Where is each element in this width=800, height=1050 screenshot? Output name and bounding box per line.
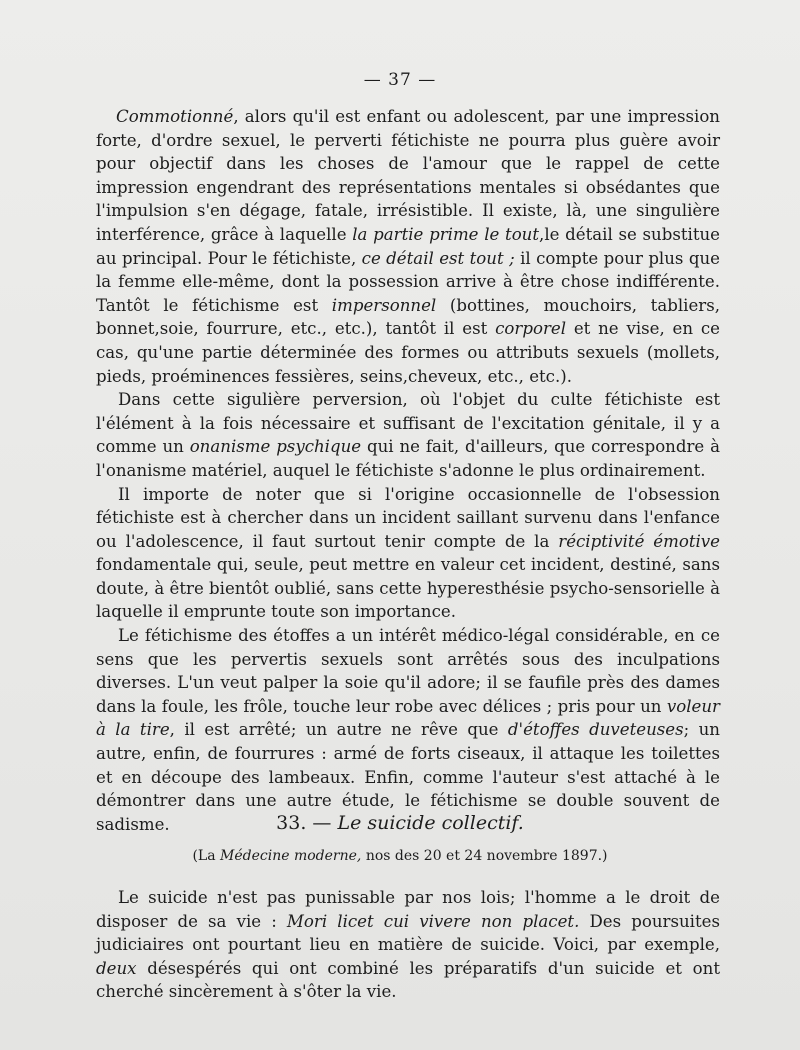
text-run: Le suicide n'est pas punissable par nos lois; l'homme a le droit de disposer de sa vie : [96, 888, 720, 931]
text-run: corporel [495, 319, 566, 339]
section-source [0, 848, 800, 864]
text-run: ; un autre, enfin, de fourrures : armé de forts ciseaux, il attaque les toilettes et en découpe des lambeaux. Enfin, comme l'auteur s'est attaché à le démontrer dans une autre étude, le fétichisme se double souvent de sadisme. [96, 720, 720, 834]
text-run: (bottines, mouchoirs, tabliers, bonnet,soie, fourrure, etc., etc.), tantôt il est [96, 295, 720, 339]
source-text: nos des 20 et 24 novembre 1897.) [361, 848, 608, 864]
section-heading [0, 812, 800, 834]
text-run: Il importe de noter que si l'origine occasionnelle de l'obsession fétichiste est à chercher dans un incident saillant survenu dans l'enfance ou l'adolescence, il faut surtout tenir compte de la [96, 484, 720, 551]
paragraph-4 [96, 624, 720, 836]
section-title: Le suicide collectif. [337, 812, 524, 834]
section-number: 33. — [276, 812, 332, 834]
text-run: Le fétichisme des étoffes a un intérêt médico-légal considérable, en ce sens que les pervertis sexuels sont arrêtés sous des inculpations diverses. L'un veut palper la soie qu'il adore; il se faufile près des dames dans la foule, les frôle, touche leur robe avec délices ; pris pour un [96, 626, 720, 716]
text-run: réciptivité émotive [558, 531, 720, 551]
text-run: , alors qu'il est enfant ou adolescent, par une impression forte, d'ordre sexuel, le perverti fétichiste ne pourra plus guère avoir pour objectif dans les choses de l'amour que le rappel de cette impression engendrant des représentations mentales si obsédantes que l'impulsion s'en dégage, fatale, irrésistible. Il existe, là, une singulière interférence, grâce à laquelle [96, 107, 720, 244]
text-run: onanisme psychique [189, 437, 362, 457]
text-run: d'étoffes duveteuses [507, 720, 684, 740]
text-run: deux [96, 958, 137, 978]
text-run: qui ne fait, d'ailleurs, que correspondre à l'onanisme matériel, auquel le fétichiste s'adonne le plus ordinairement. [96, 437, 720, 480]
paragraph-3 [96, 483, 720, 625]
text-run: Mori licet cui vivere non placet. [286, 911, 580, 931]
section-body [96, 886, 720, 1004]
text-run: voleur à la tire [96, 696, 720, 740]
text-run: , il est arrêté; un autre ne rêve que [169, 720, 508, 740]
body-text [96, 105, 720, 836]
text-run: Dans cette sigulière perversion, où l'objet du culte fétichiste est l'élément à la fois nécessaire et suffisant de l'excitation génitale, il y a comme un [96, 390, 720, 457]
page-number: — 37 — [363, 70, 437, 90]
source-journal: Médecine moderne, [220, 848, 362, 864]
text-run: fondamentale qui, seule, peut mettre en valeur cet incident, destiné, sans doute, à être bientôt oublié, sans cette hyperesthésie psycho-sensorielle à laquelle il emprunte toute son importance. [96, 555, 720, 622]
section-paragraph-1 [96, 886, 720, 1004]
text-run: et ne vise, en ce cas, qu'une partie déterminée des formes ou attributs sexuels (mollets, pieds, proéminences fessières, seins,cheveux, etc., etc.). [96, 319, 720, 386]
text-run: Commotionné [116, 107, 234, 126]
text-run: la partie prime le tout [352, 224, 540, 244]
source-text: (La [192, 848, 221, 864]
text-run: désespérés qui ont combiné les préparatifs d'un suicide et ont cherché sincèrement à s'ôter la vie. [96, 958, 720, 1002]
text-run: Des poursuites judiciaires ont pourtant lieu en matière de suicide. Voici, par exemple, [96, 911, 720, 955]
text-run: ,le détail se substitue au principal. Pour le fétichiste, [96, 224, 720, 268]
paragraph-1 [96, 105, 720, 388]
paragraph-2 [96, 388, 720, 482]
text-run: impersonnel [331, 295, 437, 315]
text-run: ce détail est tout ; [361, 248, 515, 268]
text-run: il compte pour plus que la femme elle-même, dont la possession arrive à être chose indifférente. Tantôt le fétichisme est [96, 248, 720, 315]
